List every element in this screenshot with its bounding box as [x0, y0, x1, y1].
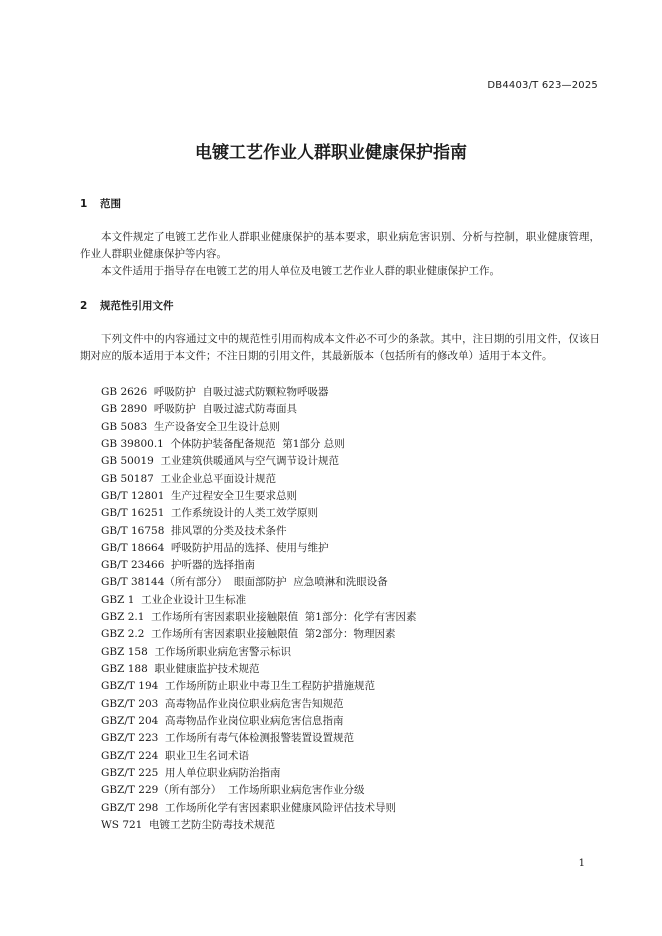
section-2-title: 规范性引用文件	[100, 300, 174, 312]
document-code: DB4403/T 623—2025	[487, 80, 598, 91]
reference-list	[101, 384, 416, 834]
reference-item: GBZ 2.2 工作场所有害因素职业接触限值 第2部分：物理因素	[101, 628, 396, 641]
document-title: 电镀工艺作业人群职业健康保护指南	[195, 143, 467, 163]
reference-item: GBZ/T 204 高毒物品作业岗位职业病危害信息指南	[101, 714, 344, 727]
section-1-title: 范围	[100, 198, 121, 210]
section-1-heading	[80, 196, 121, 211]
reference-item: GBZ/T 194 工作场所防止职业中毒卫生工程防护措施规范	[101, 680, 375, 693]
reference-item: GB 50187 工业企业总平面设计规范	[101, 472, 277, 485]
section-2-intro: 下列文件中的内容通过文中的规范性引用而构成本文件必不可少的条款。其中，注日期的引用文件，仅该日期对应的版本适用于本文件；不注日期的引用文件，其最新版本（包括所有的修改单）适用于本文件。	[80, 333, 600, 362]
reference-item: GBZ/T 298 工作场所化学有害因素职业健康风险评估技术导则	[101, 801, 396, 814]
page-number: 1	[578, 858, 585, 869]
reference-item: GBZ/T 224 职业卫生名词术语	[101, 749, 249, 762]
reference-item: GBZ/T 225 用人单位职业病防治指南	[101, 766, 281, 779]
section-1-paragraph-1: 本文件规定了电镀工艺作业人群职业健康保护的基本要求，职业病危害识别、分析与控制，职业健康管理，作业人群职业健康保护等内容。	[80, 231, 600, 260]
section-1-number: 1	[80, 198, 88, 210]
reference-item: GB 50019 工业建筑供暖通风与空气调节设计规范	[101, 455, 340, 468]
reference-item: GB/T 23466 护听器的选择指南	[101, 559, 256, 572]
reference-item: GB/T 16251 工作系统设计的人类工效学原则	[101, 507, 319, 520]
reference-item: GB 2890 呼吸防护 自吸过滤式防毒面具	[101, 403, 298, 416]
reference-item: GBZ/T 223 工作场所有毒气体检测报警装置设置规范	[101, 732, 354, 745]
reference-item: GBZ 158 工作场所职业病危害警示标识	[101, 645, 291, 658]
reference-item: GBZ 1 工业企业设计卫生标准	[101, 593, 247, 606]
reference-item: GB 39800.1 个体防护装备配备规范 第1部分 总则	[101, 437, 345, 450]
reference-item: GBZ 2.1 工作场所有害因素职业接触限值 第1部分：化学有害因素	[101, 611, 417, 624]
reference-item: GB/T 16758 排风罩的分类及技术条件	[101, 524, 287, 537]
reference-item: GBZ 188 职业健康监护技术规范	[101, 663, 260, 675]
section-1-paragraph-2: 本文件适用于指导存在电镀工艺的用人单位及电镀工艺作业人群的职业健康保护工作。	[101, 265, 500, 277]
reference-item: GBZ/T 229（所有部分） 工作场所职业病危害作业分级	[101, 784, 365, 797]
section-2-number: 2	[80, 300, 88, 312]
reference-item: GB/T 12801 生产过程安全卫生要求总则	[101, 489, 298, 502]
reference-item: GB 5083 生产设备安全卫生设计总则	[101, 420, 280, 433]
section-2-heading	[80, 298, 174, 313]
reference-item: GB 2626 呼吸防护 自吸过滤式防颗粒物呼吸器	[101, 386, 329, 398]
reference-item: GB/T 38144（所有部分） 眼面部防护 应急喷淋和洗眼设备	[101, 576, 388, 589]
reference-item: GB/T 18664 呼吸防护用品的选择、使用与维护	[101, 541, 329, 554]
reference-item: WS 721 电镀工艺防尘防毒技术规范	[101, 818, 276, 831]
reference-item: GBZ/T 203 高毒物品作业岗位职业病危害告知规范	[101, 697, 344, 710]
